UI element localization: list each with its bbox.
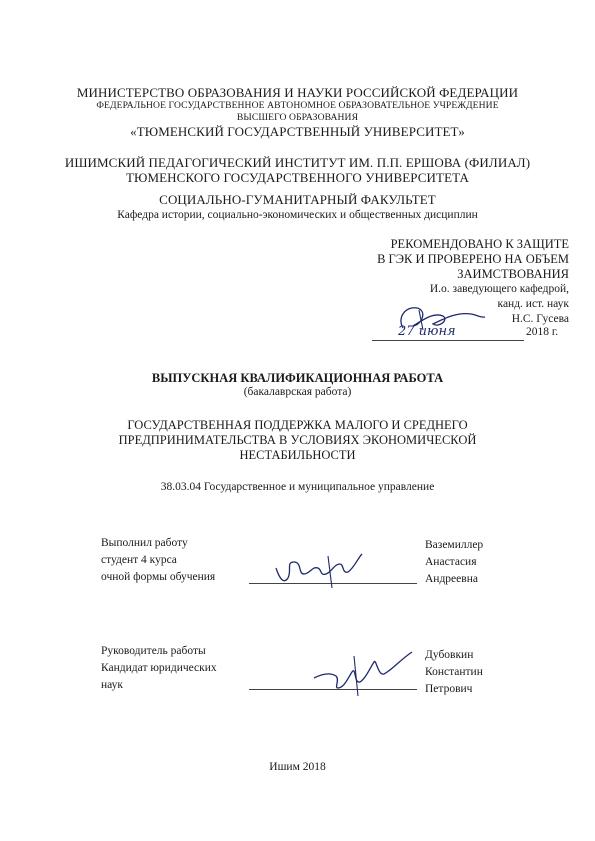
city-year: Ишим 2018 — [269, 761, 326, 773]
author-label-1: Выполнил работу — [101, 537, 188, 549]
faculty-block — [0, 192, 595, 222]
institution-line-2: ВЫСШЕГО ОБРАЗОВАНИЯ — [236, 111, 359, 123]
author-patronymic: Андреевна — [425, 573, 478, 585]
work-type: ВЫПУСКНАЯ КВАЛИФИКАЦИОННАЯ РАБОТА — [151, 371, 444, 385]
institute-line-2: ТЮМЕНСКОГО ГОСУДАРСТВЕННОГО УНИВЕРСИТЕТА — [125, 170, 470, 185]
date-handwritten: 27 июня — [398, 324, 456, 339]
faculty-name: СОЦИАЛЬНО-ГУМАНИТАРНЫЙ ФАКУЛЬТЕТ — [159, 192, 436, 207]
author-label-3: очной формы обучения — [101, 571, 216, 583]
work-topic — [0, 418, 595, 463]
approver-degree: канд. ист. наук — [497, 298, 569, 310]
recommendation-block — [377, 237, 569, 282]
author-labels — [101, 535, 215, 586]
supervisor-label-3: наук — [101, 679, 124, 691]
institute-line-1: ИШИМСКИЙ ПЕДАГОГИЧЕСКИЙ ИНСТИТУТ ИМ. П.П. ЕРШОВА (ФИЛИАЛ) — [64, 155, 531, 170]
supervisor-signature — [308, 648, 418, 698]
recommend-line-1: РЕКОМЕНДОВАНО К ЗАЩИТЕ — [390, 237, 569, 251]
supervisor-label-2: Кандидат юридических — [101, 662, 217, 674]
header — [0, 85, 595, 139]
supervisor-patronymic: Петрович — [425, 683, 473, 695]
supervisor-first-name: Константин — [425, 666, 483, 678]
topic-line-2: ПРЕДПРИНИМАТЕЛЬСТВА В УСЛОВИЯХ ЭКОНОМИЧЕСКОЙ — [118, 433, 477, 447]
recommend-line-2: В ГЭК И ПРОВЕРЕНО НА ОБЪЕМ — [377, 252, 569, 266]
author-surname: Ваземиллер — [425, 539, 484, 551]
institution-line-1: ФЕДЕРАЛЬНОЕ ГОСУДАРСТВЕННОЕ АВТОНОМНОЕ ОБРАЗОВАТЕЛЬНОЕ УЧРЕЖДЕНИЕ — [96, 100, 499, 111]
author-signature — [268, 548, 368, 590]
university-name: «ТЮМЕНСКИЙ ГОСУДАРСТВЕННЫЙ УНИВЕРСИТЕТ» — [130, 124, 465, 139]
department-name: Кафедра истории, социально-экономических и общественных дисциплин — [117, 209, 478, 221]
work-level: (бакалаврская работа) — [243, 386, 352, 398]
institute-block — [0, 155, 595, 185]
specialty: 38.03.04 Государственное и муниципальное управление — [160, 481, 435, 493]
author-first-name: Анастасия — [425, 556, 477, 568]
date-underline — [372, 340, 524, 341]
topic-line-1: ГОСУДАРСТВЕННАЯ ПОДДЕРЖКА МАЛОГО И СРЕДНЕГО — [127, 418, 468, 432]
supervisor-label-1: Руководитель работы — [101, 645, 206, 657]
supervisor-surname: Дубовкин — [425, 649, 474, 661]
topic-line-3: НЕСТАБИЛЬНОСТИ — [239, 448, 356, 462]
approver-name: Н.С. Гусева — [511, 313, 569, 325]
ministry-line: МИНИСТЕРСТВО ОБРАЗОВАНИЯ И НАУКИ РОССИЙСКОЙ ФЕДЕРАЦИИ — [76, 85, 519, 100]
date-year: 2018 г. — [526, 326, 559, 338]
supervisor-name — [425, 647, 483, 698]
approver-position: И.о. заведующего кафедрой, — [429, 283, 569, 295]
supervisor-labels — [101, 643, 217, 694]
approval-date — [368, 326, 568, 342]
author-name — [425, 537, 483, 588]
author-label-2: студент 4 курса — [101, 554, 177, 566]
recommend-line-3: ЗАИМСТВОВАНИЯ — [457, 267, 569, 281]
